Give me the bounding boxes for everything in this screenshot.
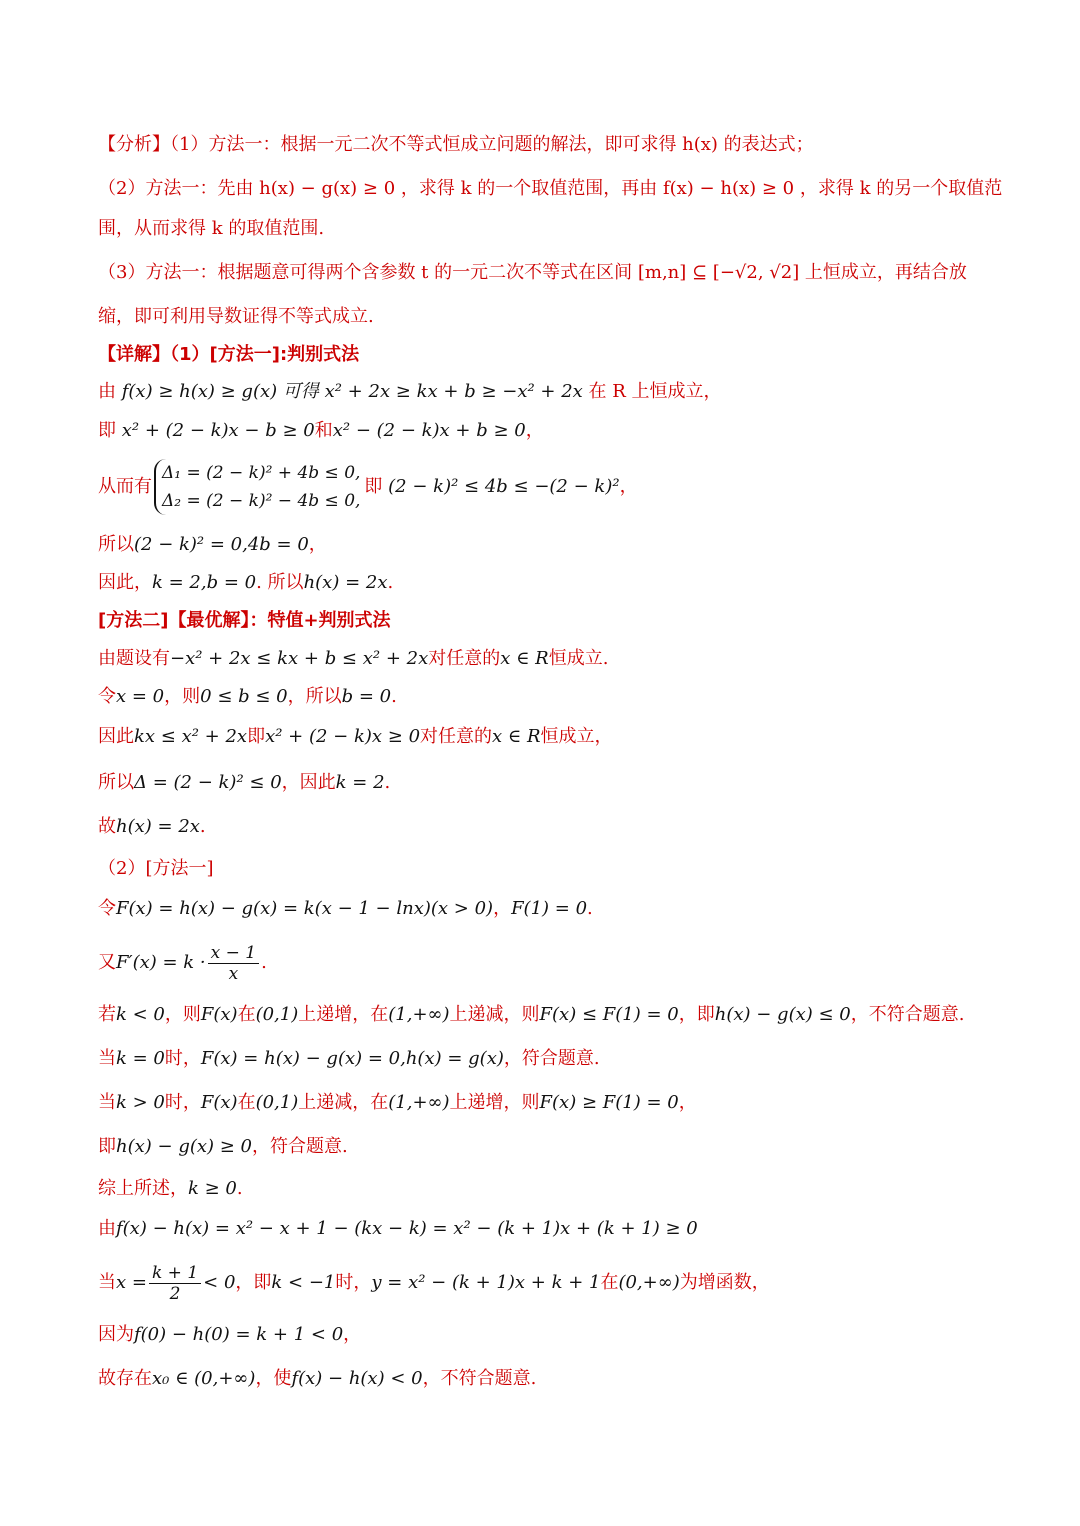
text: ，因此 [281,772,336,793]
text: 即 [247,726,266,747]
math: k > 0 [116,1092,165,1113]
math: (0,+∞) [618,1272,680,1293]
text: 故存在 [98,1368,152,1389]
text: ，符合题意. [252,1136,348,1157]
text: ， [678,1092,697,1113]
part-two-line-7 [98,1176,243,1202]
text: 在 [237,1004,256,1025]
text: 所以 [98,534,134,555]
math: y = x² − (k + 1)x + k + 1 [371,1272,601,1293]
text: ，所以 [287,686,342,707]
analysis-line-5 [98,304,374,330]
heading-text: [方法二]【最优解】：特值+判别式法 [98,610,391,631]
text: ，即 [678,1004,715,1025]
equation-system [154,459,360,515]
text: 即 [364,476,383,497]
math: h(x) = 2x [116,816,200,837]
text: 上递增，在 [298,1004,389,1025]
equation-row: Δ₁ = (2 − k)² + 4b ≤ 0, [162,463,361,483]
math: F(x) ≤ F(1) = 0 [539,1004,679,1025]
math: f(x) − h(x) < 0 [291,1368,423,1389]
text: 在 [600,1272,619,1293]
part-two-line-3 [98,1002,964,1028]
detail-line-5 [98,570,393,596]
method-two-line-2 [98,684,397,710]
analysis-text: 缩，即可利用导数证得不等式成立. [98,306,374,327]
math: x = 0 [116,686,165,707]
equation-row: Δ₂ = (2 − k)² − 4b ≤ 0, [162,491,361,511]
text: . [384,772,391,793]
math: x ∈ R [500,648,549,669]
math: (1,+∞) [388,1092,450,1113]
analysis-line-2 [98,176,1002,202]
text: ， [343,1324,362,1345]
math: f(x) − h(x) = x² − x + 1 − (kx − k) = x² − (k + 1)x + (k + 1) ≥ 0 [116,1218,698,1239]
math: h(x) − g(x) ≤ 0 [714,1004,851,1025]
math: x₀ ∈ (0,+∞) [152,1368,256,1389]
analysis-text: （3）方法一：根据题意可得两个含参数 t 的一元二次不等式在区间 [m,n] ⊆ [−√2, √2] 上恒成立，再结合放 [98,262,967,283]
text: ，使 [255,1368,292,1389]
text: 在 R 上恒成立， [582,381,722,402]
part-two-line-8 [98,1216,698,1242]
math: F(x) [200,1004,238,1025]
fraction-numerator: x − 1 [208,943,259,964]
analysis-line-1 [98,132,814,158]
fraction-denominator: 2 [169,1283,181,1304]
math: x = [116,1272,147,1293]
text: 综上所述， [98,1178,188,1199]
text: 即 [98,1136,116,1157]
part-two-line-4 [98,1046,600,1072]
fraction [208,943,259,984]
text: 时， [164,1092,201,1113]
text: ，不符合题意. [422,1368,537,1389]
text: 当 [98,1272,116,1293]
text: 上递增，则 [449,1092,540,1113]
math: x ∈ R [492,726,541,747]
math: (0,1) [255,1092,299,1113]
math: (1,+∞) [388,1004,450,1025]
part-two-line-11 [98,1366,536,1392]
method-two-heading [98,608,391,634]
text: 恒成立. [548,648,609,669]
text: 时， [164,1048,201,1069]
analysis-line-4 [98,260,967,286]
detail-line-2 [98,418,544,444]
math: x² − (2 − k)x + b ≥ 0 [332,420,526,441]
analysis-text: （2）方法一：先由 h(x) − g(x) ≥ 0 ，求得 k 的一个取值范围，再由 f(x) − h(x) ≥ 0 ，求得 k 的另一个取值范 [98,178,1003,199]
fraction-numerator: k + 1 [149,1263,201,1284]
fraction-denominator: x [228,963,239,984]
math: (0,1) [255,1004,299,1025]
text: ，符合题意. [503,1048,600,1069]
analysis-text: 【分析】（1）方法一：根据一元二次不等式恒成立问题的解法，即可求得 h(x) 的表达式； [98,134,814,155]
text: ，则 [164,1004,201,1025]
text: ，即 [235,1272,272,1293]
text: 对任意的 [428,648,501,669]
text: ， [619,476,638,497]
text: 又 [98,952,116,973]
math: k = 2,b = 0 [152,572,257,593]
text: 时， [335,1272,372,1293]
text: 上递减，则 [449,1004,540,1025]
math: Δ = (2 − k)² ≤ 0 [134,772,282,793]
math: F(x) = h(x) − g(x) = 0,h(x) = g(x) [200,1048,504,1069]
math: k = 2 [335,772,385,793]
analysis-text: 围，从而求得 k 的取值范围. [98,218,325,239]
math: k < −1 [271,1272,336,1293]
fraction [149,1263,201,1304]
math: −x² + 2x ≤ kx + b ≤ x² + 2x [170,648,429,669]
text: 由题设有 [98,648,170,669]
part-two-line-6 [98,1134,348,1160]
text: . [261,952,267,973]
text: 为增函数， [679,1272,770,1293]
part-two-line-2 [98,938,267,988]
text: . [236,1178,243,1199]
text: ， [493,898,512,919]
math: kx ≤ x² + 2x [134,726,248,747]
text: 恒成立， [540,726,613,747]
text: 即 [98,420,122,441]
heading-text: （2）[方法一] [98,858,214,879]
math: F(1) = 0 [511,898,588,919]
part-two-line-5 [98,1090,697,1116]
math: k = 0 [116,1048,165,1069]
text: 故 [98,816,116,837]
math: f(x) ≥ h(x) ≥ g(x) 可得 x² + 2x ≥ kx + b ≥ −x² + 2x [121,381,583,402]
math: F′(x) = k · [116,952,206,973]
text: 对任意的 [420,726,493,747]
text: . [199,816,206,837]
text: ， [308,534,327,555]
text: 因此， [98,572,152,593]
math: h(x) − g(x) ≥ 0 [116,1136,253,1157]
text: 因此 [98,726,134,747]
text: 从而有 [98,476,152,497]
text: 令 [98,898,116,919]
math: b = 0 [341,686,392,707]
math: 0 ≤ b ≤ 0 [200,686,288,707]
text: 因为 [98,1324,134,1345]
text: 当 [98,1092,116,1113]
detail-heading [98,342,359,368]
detail-line-3 [98,454,638,520]
math: F(x) = h(x) − g(x) = k(x − 1 − lnx)(x > 0) [116,898,494,919]
text: . [587,898,593,919]
text: ，不符合题意. [850,1004,965,1025]
part-two-line-1 [98,896,593,922]
math: k < 0 [116,1004,165,1025]
math: x² + (2 − k)x ≥ 0 [265,726,421,747]
detail-line-4 [98,532,327,558]
math: h(x) = 2x [303,572,388,593]
math: < 0 [203,1272,236,1293]
detail-line-1 [98,379,722,405]
text: 由 [98,1218,116,1239]
analysis-line-3 [98,216,324,242]
part-two-line-10 [98,1322,361,1348]
part-two-heading [98,856,214,882]
text: 当 [98,1048,116,1069]
text: ， [525,420,544,441]
part-two-line-9 [98,1258,770,1308]
heading-text: 【详解】（1）[方法一]:判别式法 [98,344,360,365]
text: 由 [98,381,122,402]
text: 上递减，在 [298,1092,389,1113]
text: 在 [237,1092,256,1113]
math: (2 − k)² ≤ 4b ≤ −(2 − k)² [388,476,620,497]
text: 若 [98,1004,116,1025]
math: f(0) − h(0) = k + 1 < 0 [134,1324,344,1345]
math: (2 − k)² = 0,4b = 0 [134,534,309,555]
text: . 所以 [256,572,304,593]
math: F(x) [200,1092,238,1113]
math: k ≥ 0 [188,1178,237,1199]
method-two-line-4 [98,770,390,796]
text: . [387,572,394,593]
math: x² + (2 − k)x − b ≥ 0 [121,420,315,441]
text: 和 [314,420,333,441]
method-two-line-1 [98,646,608,672]
text: 令 [98,686,116,707]
text: . [391,686,397,707]
math: F(x) ≥ F(1) = 0 [539,1092,679,1113]
method-two-line-5 [98,814,206,840]
method-two-line-3 [98,724,613,750]
text: ，则 [164,686,201,707]
text: 所以 [98,772,134,793]
